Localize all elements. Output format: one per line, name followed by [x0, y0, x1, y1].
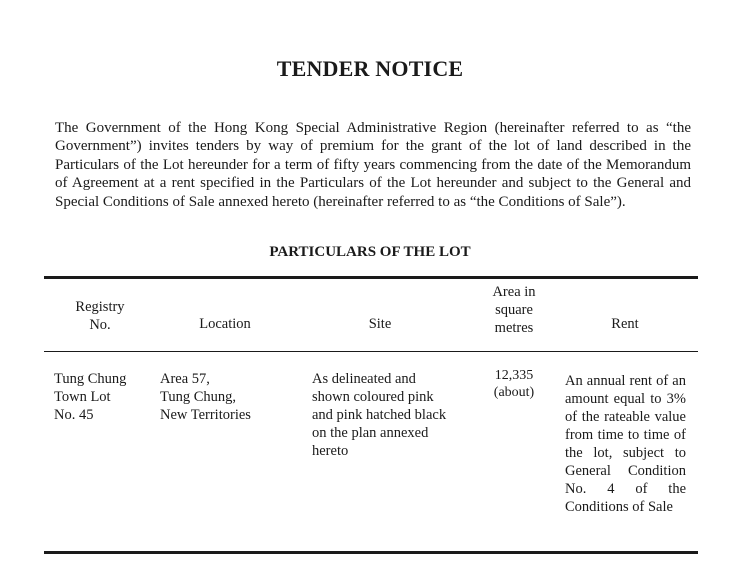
- cell-location: Area 57, Tung Chung, New Territories: [160, 371, 251, 423]
- cell-site: As delineated and shown coloured pink and pink hatched black on the plan annexed hereto: [312, 371, 447, 459]
- cell-area: 12,335 (about): [493, 368, 535, 400]
- cell-registry-no: Tung Chung Town Lot No. 45: [54, 371, 127, 423]
- page-title: TENDER NOTICE: [276, 56, 464, 81]
- table-top-rule: [44, 276, 698, 279]
- cell-rent: An annual rent of an amount equal to 3% of the rateable value from time to time of the lot, subject to General Condition No. 4 of the Conditions of Sale: [565, 373, 686, 515]
- header-site: Site: [368, 316, 392, 332]
- table-header-rule: [44, 351, 698, 352]
- header-rent: Rent: [611, 316, 639, 332]
- header-registry-no: Registry No.: [75, 299, 125, 333]
- header-area: Area in square metres: [492, 284, 536, 336]
- section-heading: PARTICULARS OF THE LOT: [269, 244, 471, 260]
- header-location: Location: [199, 316, 251, 332]
- table-bottom-rule: [44, 551, 698, 554]
- intro-paragraph: The Government of the Hong Kong Special Administrative Region (hereinafter referred to as “the Government”) invites tenders by way of premium for the grant of the lot of land described in the Particulars of the Lot hereunder for a term of fifty years commencing from the date of the Memorandum of Agreement at a rent specified in the Particulars of the Lot hereunder and subject to the General and Special Conditions of Sale annexed hereto (hereinafter referred to as “the Conditions of Sale”).: [55, 120, 691, 210]
